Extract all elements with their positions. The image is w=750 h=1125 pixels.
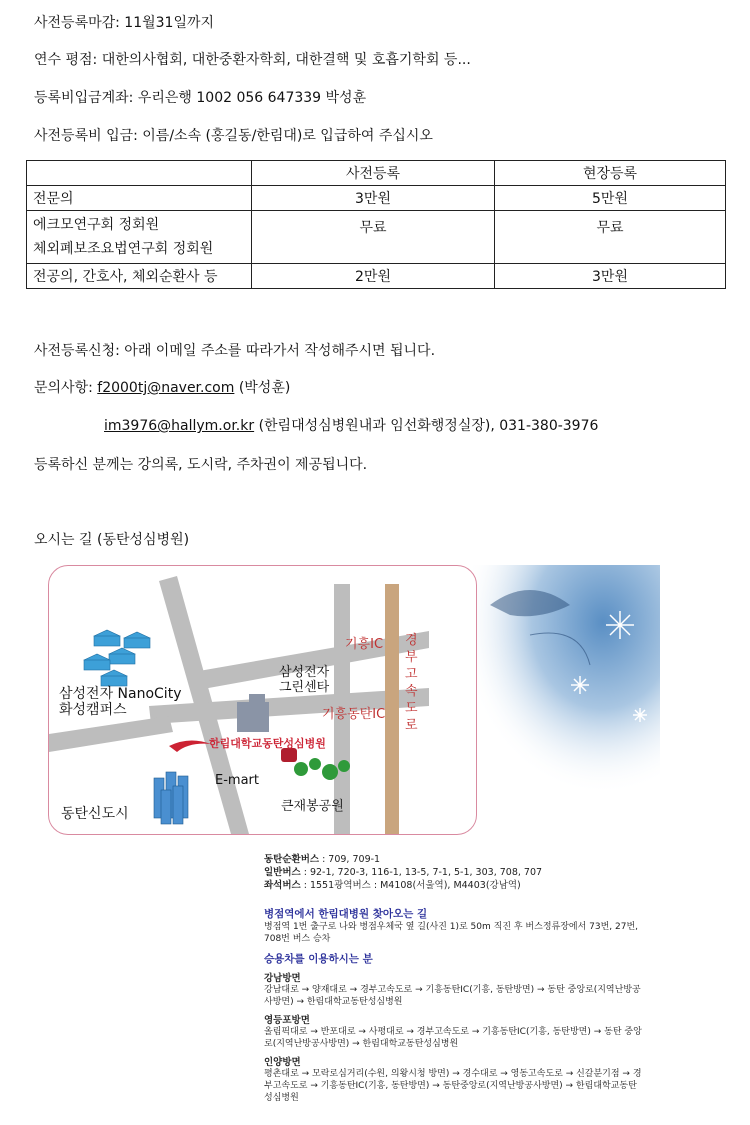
samsung-campus-label (59, 686, 181, 718)
fee-table (26, 160, 726, 289)
samsung-campus-line: 화성캠퍼스 (59, 702, 127, 718)
table-header-pre: 사전등록 (252, 161, 495, 186)
samsung-campus-line: 삼성전자 NanoCity (59, 686, 182, 702)
email-link-1[interactable]: f2000tj@naver.com (97, 380, 235, 396)
expressway-char: 부 (405, 650, 418, 665)
email-2-suffix: (한림대성심병원내과 임선화행정실장), 031-380-3976 (254, 418, 599, 434)
route-text: 올림픽대로 → 반포대로 → 사평대로 → 경부고속도로 → 기흥동탄IC(기흥, 동탄방면) → 동탄 중앙로(지역난방공사방면) → 한림대학교동탄성심병원 (264, 1027, 642, 1049)
shuttle-bus-label: 동탄순환버스 (264, 854, 320, 865)
credits-text: 연수 평점: 대한의사협회, 대한중환자학회, 대한결핵 및 호흡기학회 등... (34, 52, 471, 68)
table-header-row (27, 161, 726, 186)
route-name: 영등포방면 (264, 1015, 310, 1026)
table-cell-onsite: 5만원 (495, 186, 726, 211)
expressway-road (385, 584, 399, 834)
station-heading: 병점역에서 한림대병원 찾아오는 길 (264, 908, 428, 920)
samsung-green-line: 삼성전자 (279, 665, 330, 680)
category-line: 에크모연구회 정회원 (33, 217, 160, 233)
email-1-suffix: (박성훈) (234, 380, 291, 396)
expressway-char: 속 (405, 684, 418, 699)
deposit-text: 사전등록비 입금: 이름/소속 (홍길동/한림대)로 입급하여 주십시오 (34, 128, 433, 144)
car-heading: 승용차를 이용하시는 분 (264, 953, 373, 965)
table-header-onsite: 현장등록 (495, 161, 726, 186)
email-link-2[interactable]: im3976@hallym.or.kr (104, 418, 255, 434)
deadline-text: 사전등록마감: 11월31일까지 (34, 15, 215, 31)
table-row (27, 186, 726, 211)
expressway-label (405, 632, 418, 734)
seat-bus-label: 좌석버스 (264, 880, 301, 891)
category-line: 체외폐보조요법연구회 정회원 (33, 241, 214, 257)
account-text: 등록비입금계좌: 우리은행 1002 056 647339 박성훈 (34, 90, 367, 106)
station-text: 병점역 1번 출구로 나와 병점우체국 옆 길(사진 1)로 50m 직진 후 버스정류장에서 73번, 27번, 708번 버스 승차 (264, 922, 639, 944)
route-text: 강남대로 → 양재대로 → 경부고속도로 → 기흥동탄IC(기흥, 동탄방면) → 동탄 중앙로(지역난방공사방면) → 한림대학교동탄성심병원 (264, 985, 641, 1007)
directions-title: 오시는 길 (동탄성심병원) (34, 532, 190, 548)
table-cell-category: 전공의, 간호사, 체외순환사 등 (27, 264, 252, 289)
table-cell-pre: 2만원 (252, 264, 495, 289)
route-name: 강남방면 (264, 973, 301, 984)
seat-bus-line (264, 879, 644, 892)
transport-directions (264, 853, 644, 1104)
contact-line (34, 377, 290, 397)
hospital-label: 한림대학교동탄성심병원 (209, 737, 326, 750)
expressway-char: 로 (405, 718, 418, 733)
hospital-logo-icon (169, 740, 211, 752)
shuttle-bus-line (264, 853, 644, 866)
table-cell-onsite: 무료 (495, 211, 726, 264)
apply-text: 사전등록신청: 아래 이메일 주소를 따라가서 작성해주시면 됩니다. (34, 343, 436, 359)
emart-label: E-mart (215, 773, 259, 788)
table-cell-category (27, 211, 252, 264)
snowflake-decoration (470, 565, 660, 795)
location-map (48, 565, 477, 835)
giheung-dongtan-ic-label: 기흥동탄IC (322, 707, 386, 722)
samsung-green-label (279, 665, 329, 695)
contact-label: 문의사항: (34, 380, 98, 396)
table-cell-category: 전문의 (27, 186, 252, 211)
route-name: 인양방면 (264, 1057, 301, 1068)
hospital-building (237, 694, 269, 732)
expressway-char: 도 (405, 701, 418, 716)
giheung-ic-label: 기흥IC (345, 637, 384, 652)
expressway-char: 고 (405, 667, 418, 682)
city-bus-line (264, 866, 644, 879)
table-header-blank (27, 161, 252, 186)
samsung-green-line: 그린센타 (279, 680, 330, 695)
benefits-text: 등록하신 분께는 강의록, 도시락, 주차권이 제공됩니다. (34, 457, 368, 473)
expressway-char: 경 (405, 633, 418, 648)
city-bus-label: 일반버스 (264, 867, 301, 878)
town-buildings (154, 772, 188, 824)
shuttle-bus-routes: : 709, 709-1 (319, 854, 381, 865)
new-town-label: 동탄신도시 (61, 806, 129, 822)
table-cell-pre: 무료 (252, 211, 495, 264)
contact-line-2 (104, 415, 598, 435)
campus-buildings (84, 630, 150, 686)
park-label: 큰재봉공원 (281, 799, 344, 814)
city-bus-routes: : 92-1, 720-3, 116-1, 13-5, 7-1, 5-1, 303, 708, 707 (300, 867, 543, 878)
seat-bus-routes: : 1551광역버스 : M4108(서울역), M4403(강남역) (300, 880, 521, 891)
table-cell-pre: 3만원 (252, 186, 495, 211)
table-cell-onsite: 3만원 (495, 264, 726, 289)
table-row (27, 211, 726, 264)
route-text: 평촌대로 → 모락로심거리(수원, 의왕시청 방면) → 경수대로 → 영동고속도로 → 신갈분기점 → 경부고속도로 → 기흥동탄IC(기흥, 동탄방면) → 동탄중앙로(지역난방공사방면) → 한림대학교동탄성심병원 (264, 1069, 642, 1103)
table-row (27, 264, 726, 289)
left-road (49, 716, 173, 752)
